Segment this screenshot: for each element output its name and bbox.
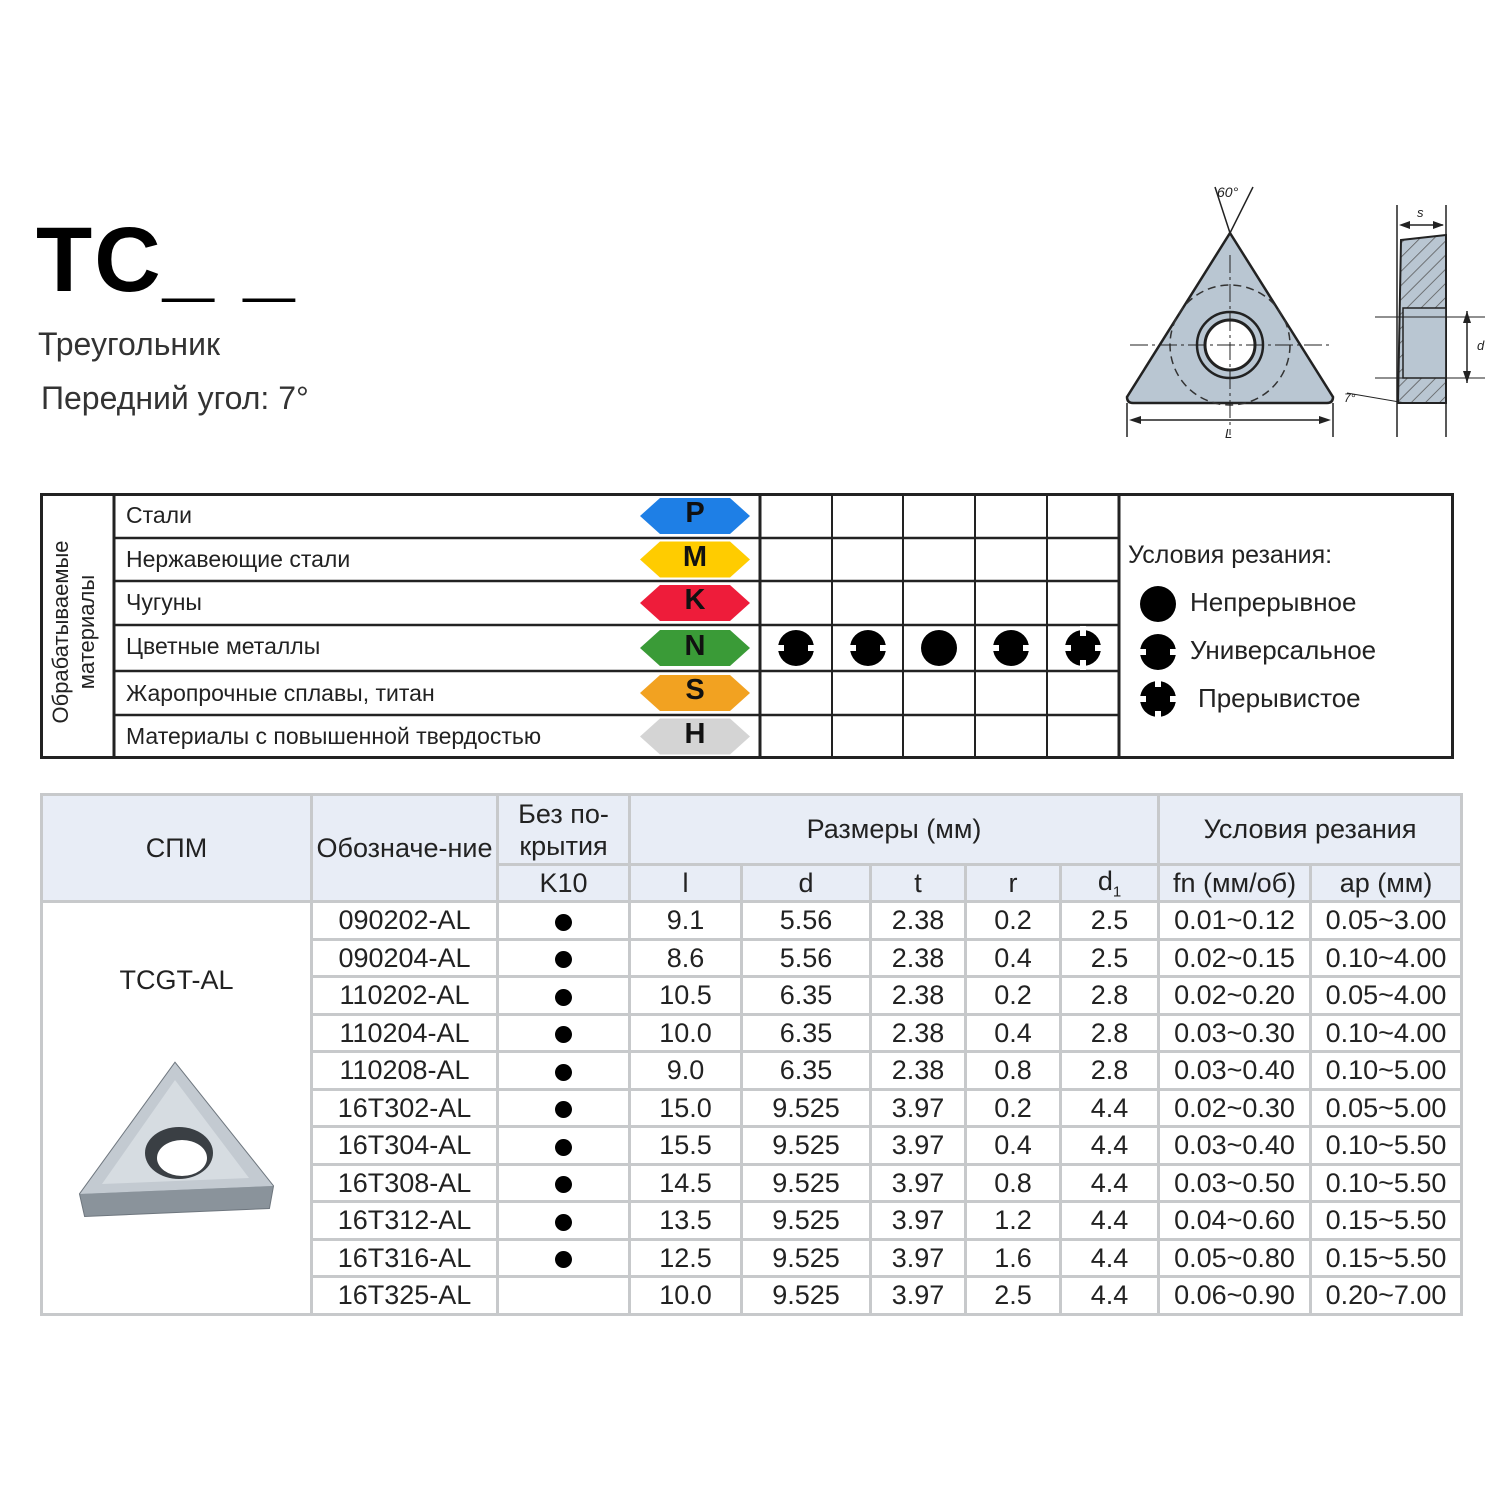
cell-dim-t: 3.97 <box>871 1277 966 1315</box>
cell-designation: 090202-AL <box>312 902 498 940</box>
cell-dim-d1: 4.4 <box>1061 1239 1159 1277</box>
d-dimension-label: d <box>1477 338 1485 353</box>
cell-k10 <box>498 902 630 940</box>
shape-subtitle: Треугольник <box>38 326 220 362</box>
cell-ap: 0.10~5.50 <box>1311 1164 1462 1202</box>
cell-dim-d: 9.525 <box>742 1164 871 1202</box>
cell-dim-r: 1.6 <box>966 1239 1061 1277</box>
cell-k10 <box>498 1052 630 1090</box>
material-label-nonferrous: Цветные металлы <box>126 633 321 659</box>
cell-dim-r: 1.2 <box>966 1202 1061 1240</box>
cell-dim-d1: 2.5 <box>1061 939 1159 977</box>
cell-dim-l: 13.5 <box>630 1202 742 1240</box>
spm-name: TCGT-AL <box>119 965 234 996</box>
cell-k10 <box>498 1127 630 1165</box>
cell-dim-d1: 4.4 <box>1061 1202 1159 1240</box>
cell-fn: 0.03~0.50 <box>1159 1164 1311 1202</box>
cell-fn: 0.04~0.60 <box>1159 1202 1311 1240</box>
header-cutting-conditions: Условия резания <box>1159 795 1462 865</box>
header-dim-t: t <box>871 865 966 902</box>
cell-designation: 16T302-AL <box>312 1089 498 1127</box>
cell-dim-r: 0.4 <box>966 939 1061 977</box>
cell-k10 <box>498 1089 630 1127</box>
cell-fn: 0.03~0.40 <box>1159 1127 1311 1165</box>
cell-designation: 16T312-AL <box>312 1202 498 1240</box>
cell-dim-l: 8.6 <box>630 939 742 977</box>
materials-table <box>40 493 1454 759</box>
cell-designation: 110208-AL <box>312 1052 498 1090</box>
availability-dot-icon <box>555 1214 572 1231</box>
cell-dim-d1: 4.4 <box>1061 1277 1159 1315</box>
iso-code-s: S <box>685 674 705 706</box>
table-row <box>42 902 1462 940</box>
header-grade-k10: K10 <box>498 865 630 902</box>
spm-cell <box>42 902 312 1315</box>
cell-dim-d1: 2.8 <box>1061 1014 1159 1052</box>
cell-fn: 0.01~0.12 <box>1159 902 1311 940</box>
cell-designation: 090204-AL <box>312 939 498 977</box>
cell-designation: 16T316-AL <box>312 1239 498 1277</box>
availability-dot-icon <box>555 1064 572 1081</box>
cell-dim-t: 3.97 <box>871 1089 966 1127</box>
s-dimension-label: s <box>1417 205 1424 220</box>
cell-dim-d: 6.35 <box>742 1052 871 1090</box>
cell-ap: 0.20~7.00 <box>1311 1277 1462 1315</box>
cell-dim-d: 9.525 <box>742 1239 871 1277</box>
header-designation: Обозначе-ние <box>312 795 498 902</box>
cell-k10 <box>498 1202 630 1240</box>
material-label-hardened: Материалы с повышенной твердостью <box>126 723 542 749</box>
cell-dim-d: 6.35 <box>742 977 871 1015</box>
l-dimension-label: L <box>1225 426 1233 441</box>
n-row-universal-icon <box>989 630 1033 666</box>
clearance-angle-label: 7° <box>1344 391 1356 405</box>
cell-dim-t: 3.97 <box>871 1164 966 1202</box>
availability-dot-icon <box>555 1101 572 1118</box>
n-row-universal-icon <box>774 630 818 666</box>
cell-dim-d: 5.56 <box>742 902 871 940</box>
header-dim-d1: $d_1$ <box>1061 865 1159 902</box>
cell-fn: 0.02~0.20 <box>1159 977 1311 1015</box>
cell-designation: 110202-AL <box>312 977 498 1015</box>
cell-dim-t: 3.97 <box>871 1202 966 1240</box>
cell-dim-l: 15.0 <box>630 1089 742 1127</box>
insert-technical-drawing <box>1115 175 1490 450</box>
cell-dim-d: 9.525 <box>742 1127 871 1165</box>
cell-k10 <box>498 1164 630 1202</box>
header-dim-d: d <box>742 865 871 902</box>
cell-k10 <box>498 1014 630 1052</box>
cell-ap: 0.15~5.50 <box>1311 1239 1462 1277</box>
cell-designation: 110204-AL <box>312 1014 498 1052</box>
cell-dim-l: 12.5 <box>630 1239 742 1277</box>
cell-dim-r: 0.2 <box>966 1089 1061 1127</box>
cell-fn: 0.03~0.30 <box>1159 1014 1311 1052</box>
cell-ap: 0.10~5.50 <box>1311 1127 1462 1165</box>
cell-k10 <box>498 1239 630 1277</box>
iso-code-m: M <box>682 541 708 573</box>
cell-dim-d1: 2.8 <box>1061 1052 1159 1090</box>
header-dim-r: r <box>966 865 1061 902</box>
cell-dim-r: 0.4 <box>966 1127 1061 1165</box>
cell-dim-d: 6.35 <box>742 1014 871 1052</box>
header-ap: ap (мм) <box>1311 865 1462 902</box>
material-label-stainless: Нержавеющие стали <box>126 546 351 572</box>
header-fn: fn (мм/об) <box>1159 865 1311 902</box>
cell-dim-r: 0.2 <box>966 902 1061 940</box>
availability-dot-icon <box>555 1176 572 1193</box>
cell-k10 <box>498 977 630 1015</box>
continuous-icon <box>1140 586 1176 622</box>
cell-ap: 0.15~5.50 <box>1311 1202 1462 1240</box>
header-spm: СПМ <box>42 795 312 902</box>
n-row-interrupted-icon <box>1061 626 1105 670</box>
cell-ap: 0.10~5.00 <box>1311 1052 1462 1090</box>
cell-dim-t: 2.38 <box>871 939 966 977</box>
availability-dot-icon <box>555 1251 572 1268</box>
cell-dim-l: 14.5 <box>630 1164 742 1202</box>
cell-dim-r: 0.2 <box>966 977 1061 1015</box>
cell-dim-l: 10.0 <box>630 1014 742 1052</box>
header-dim-l: l <box>630 865 742 902</box>
universal-icon <box>1136 634 1180 670</box>
rake-angle-text: Передний угол: 7° <box>41 380 309 416</box>
cell-dim-t: 2.38 <box>871 1014 966 1052</box>
availability-dot-icon <box>555 951 572 968</box>
cell-dim-t: 3.97 <box>871 1239 966 1277</box>
header-dimensions: Размеры (мм) <box>630 795 1159 865</box>
cell-k10 <box>498 1277 630 1315</box>
cell-fn: 0.06~0.90 <box>1159 1277 1311 1315</box>
availability-dot-icon <box>555 1026 572 1043</box>
page-title: TC_ _ <box>36 209 297 311</box>
cell-fn: 0.02~0.15 <box>1159 939 1311 977</box>
availability-dot-icon <box>555 1139 572 1156</box>
insert-product-image <box>77 1058 277 1228</box>
cell-dim-d: 9.525 <box>742 1202 871 1240</box>
material-label-superalloys: Жаропрочные сплавы, титан <box>126 680 435 706</box>
cell-dim-r: 0.8 <box>966 1164 1061 1202</box>
product-table <box>40 793 1460 1313</box>
cell-dim-d1: 4.4 <box>1061 1127 1159 1165</box>
iso-code-h: H <box>684 718 706 750</box>
cell-fn: 0.05~0.80 <box>1159 1239 1311 1277</box>
iso-code-p: P <box>685 497 705 529</box>
cell-dim-l: 9.0 <box>630 1052 742 1090</box>
cell-dim-d1: 2.8 <box>1061 977 1159 1015</box>
cell-ap: 0.10~4.00 <box>1311 1014 1462 1052</box>
cell-ap: 0.05~4.00 <box>1311 977 1462 1015</box>
cell-dim-d1: 4.4 <box>1061 1164 1159 1202</box>
cell-dim-d: 9.525 <box>742 1277 871 1315</box>
legend-continuous-label: Непрерывное <box>1190 587 1357 617</box>
cell-dim-d: 5.56 <box>742 939 871 977</box>
header-uncoated: Без по-крытия <box>498 795 630 865</box>
interrupted-icon <box>1136 677 1180 721</box>
iso-code-k: K <box>684 584 706 616</box>
n-row-continuous-icon <box>921 630 957 666</box>
cell-fn: 0.02~0.30 <box>1159 1089 1311 1127</box>
cell-ap: 0.10~4.00 <box>1311 939 1462 977</box>
legend-universal-label: Универсальное <box>1190 635 1377 665</box>
cell-dim-l: 9.1 <box>630 902 742 940</box>
cell-dim-d: 9.525 <box>742 1089 871 1127</box>
cell-dim-l: 15.5 <box>630 1127 742 1165</box>
iso-code-n: N <box>684 630 706 662</box>
material-label-cast-iron: Чугуны <box>126 589 202 615</box>
material-label-steel: Стали <box>126 502 192 528</box>
cell-k10 <box>498 939 630 977</box>
cell-dim-d1: 4.4 <box>1061 1089 1159 1127</box>
angle-label: 60° <box>1217 184 1239 200</box>
cell-dim-t: 2.38 <box>871 1052 966 1090</box>
cell-ap: 0.05~5.00 <box>1311 1089 1462 1127</box>
cell-dim-r: 0.4 <box>966 1014 1061 1052</box>
cell-dim-l: 10.5 <box>630 977 742 1015</box>
cell-designation: 16T325-AL <box>312 1277 498 1315</box>
availability-dot-icon <box>555 989 572 1006</box>
cell-dim-t: 2.38 <box>871 977 966 1015</box>
n-row-universal-icon <box>846 630 890 666</box>
cell-dim-t: 3.97 <box>871 1127 966 1165</box>
cell-ap: 0.05~3.00 <box>1311 902 1462 940</box>
materials-group-label: Обрабатываемые материалы <box>48 540 99 724</box>
availability-dot-icon <box>555 914 572 931</box>
cutting-legend-title: Условия резания: <box>1128 541 1333 569</box>
cell-designation: 16T308-AL <box>312 1164 498 1202</box>
cell-fn: 0.03~0.40 <box>1159 1052 1311 1090</box>
cell-dim-r: 2.5 <box>966 1277 1061 1315</box>
cell-dim-r: 0.8 <box>966 1052 1061 1090</box>
cell-dim-d1: 2.5 <box>1061 902 1159 940</box>
legend-interrupted-label: Прерывистое <box>1198 683 1361 713</box>
cell-dim-t: 2.38 <box>871 902 966 940</box>
cell-designation: 16T304-AL <box>312 1127 498 1165</box>
cell-dim-l: 10.0 <box>630 1277 742 1315</box>
